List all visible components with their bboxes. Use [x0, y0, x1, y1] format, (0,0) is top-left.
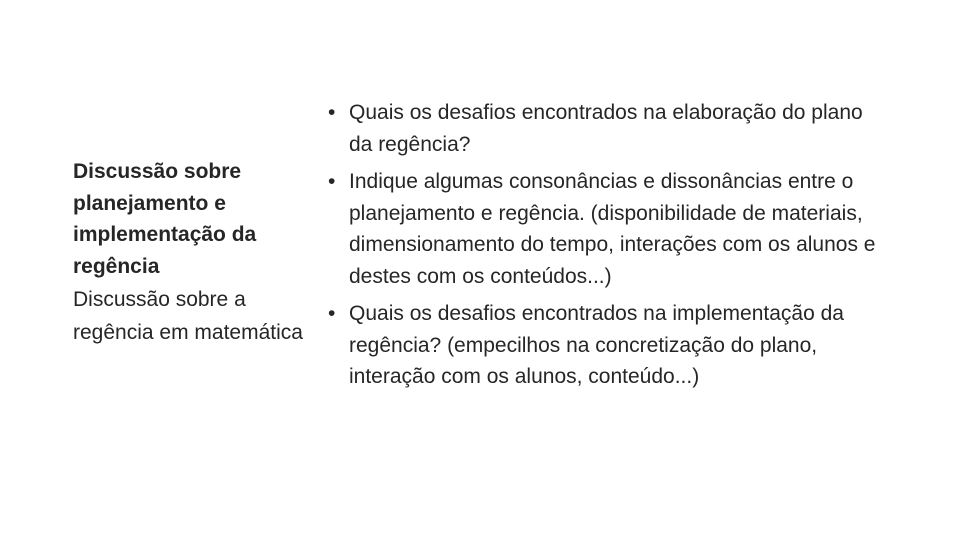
question-item: [326, 97, 886, 160]
bullet-icon: •: [328, 101, 336, 124]
question-item: [326, 166, 886, 292]
question-text: Indique algumas consonâncias e dissonâncias entre o planejamento e regência. (disponibilidade de materiais, dimensionamento do tempo, interações com os alunos e destes com os conteúdos...): [349, 170, 876, 288]
question-text: Quais os desafios encontrados na implementação da regência? (empecilhos na concretização do plano, interação com os alunos, conteúdo...): [349, 302, 844, 388]
question-text: Quais os desafios encontrados na elaboração do plano da regência?: [349, 101, 863, 156]
bullet-icon: •: [328, 170, 336, 193]
right-column: [326, 97, 886, 399]
question-item: [326, 298, 886, 393]
left-column: [73, 156, 303, 349]
section-subheading: Discussão sobre a regência em matemática: [73, 288, 303, 344]
bullet-icon: •: [328, 302, 336, 325]
question-list: [326, 97, 886, 393]
section-heading: Discussão sobre planejamento e implementação da regência: [73, 160, 257, 278]
